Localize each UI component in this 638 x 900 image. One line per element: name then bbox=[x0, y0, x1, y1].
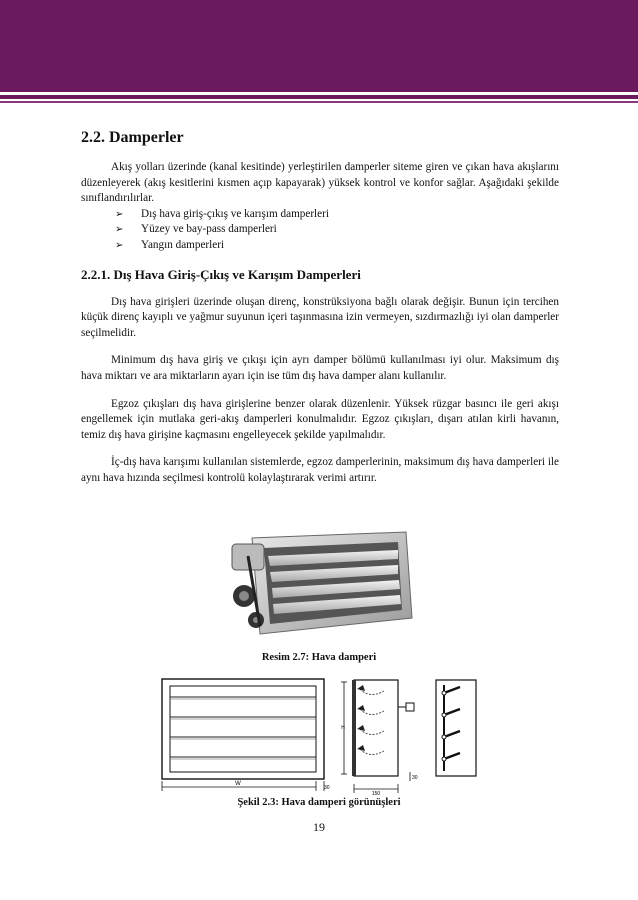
photo-caption: Resim 2.7: Hava damperi bbox=[261, 652, 377, 663]
height-label: H bbox=[341, 725, 345, 731]
list-item: ➢ Yüzey ve bay-pass damperleri bbox=[115, 222, 559, 238]
arrow-bullet-icon: ➢ bbox=[115, 224, 124, 236]
list-item: ➢ Yangın damperleri bbox=[115, 238, 559, 254]
side-section-view bbox=[341, 680, 418, 797]
page-number: 19 bbox=[313, 820, 325, 834]
width-label: W bbox=[235, 781, 241, 787]
depth-margin-label: 30 bbox=[412, 775, 418, 781]
body-paragraph: Minimum dış hava giriş ve çıkışı için ayrı damper bölümü kullanılması iyi olur. Maksimum dış hava miktarı ve ara miktarların ayarı için ise tüm dış hava damper alanı kullanılır. bbox=[81, 354, 559, 382]
depth-label: 150 bbox=[371, 791, 381, 797]
damper-technical-drawing bbox=[160, 677, 480, 797]
intro-paragraph: Akış yolları üzerinde (kanal kesitinde) yerleştirilen damperler siteme giren ve çıkan hava akışlarını düzenleyerek (akış kesitlerini kısmen açıp kapayarak) yüksek kontrol ve konfor sağlar. Aşağıdaki şekilde sınıflandırılırlar. bbox=[81, 161, 559, 205]
header-rule bbox=[0, 95, 638, 99]
list-item: ➢ Dış hava giriş-çıkış ve karışım damperleri bbox=[115, 207, 559, 223]
front-view bbox=[162, 679, 330, 791]
drawing-caption: Şekil 2.3: Hava damperi görünüşleri bbox=[237, 797, 401, 808]
subsection-title: 2.2.1. Dış Hava Giriş-Çıkış ve Karışım Damperleri bbox=[81, 266, 361, 282]
air-damper-photo bbox=[230, 526, 414, 644]
header-rule-thin bbox=[0, 101, 638, 103]
section-title: 2.2. Damperler bbox=[81, 129, 184, 146]
linkage-view bbox=[436, 680, 476, 776]
arrow-bullet-icon: ➢ bbox=[115, 239, 124, 251]
damper-type-list bbox=[81, 207, 559, 254]
body-paragraph: İç-dış hava karışımı kullanılan sistemlerde, egzoz damperlerinin, maksimum dış hava damperleri ile aynı hava hızında seçilmesi kontrolü kolaylaştırarak verimi artırır. bbox=[81, 456, 559, 484]
body-paragraph: Egzoz çıkışları dış hava girişlerine benzer olarak düzenlenir. Yüksek rüzgar basıncı ile geri akışı engellemek için mutlaka geri-akış damperleri konulmalıdır. Egzoz çıkışları, dışarı atılan kirli havanın, temiz dış hava girişine kaçmasını engelleyecek şekilde yapılmalıdır. bbox=[81, 397, 559, 441]
body-paragraph: Dış hava girişleri üzerinde oluşan direnç, konstrüksiyona bağlı olarak değişir. Bunun için tercihen küçük direnç kayıplı ve yağmur suyunun içeri taşınmasına izin vermeyen, sızdırmazlığı iyi olan damperler seçilmelidir. bbox=[81, 295, 559, 339]
width-margin-label: 30 bbox=[324, 785, 330, 791]
page-content bbox=[81, 128, 559, 499]
header-band bbox=[0, 0, 638, 92]
arrow-bullet-icon: ➢ bbox=[115, 208, 124, 220]
